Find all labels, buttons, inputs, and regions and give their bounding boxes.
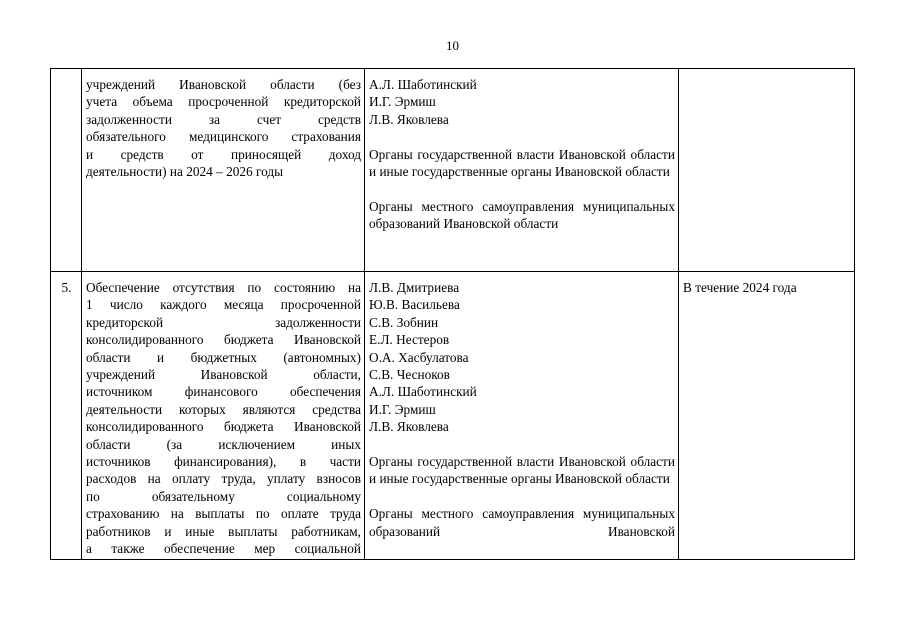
responsible-name: Л.В. Яковлева — [369, 419, 449, 435]
task-line: деятельности которых являются средства — [86, 401, 361, 417]
spacer — [369, 488, 675, 505]
task-line: Обеспечение отсутствия по состоянию на — [86, 280, 361, 295]
responsible-cell — [365, 272, 679, 560]
table-row — [51, 272, 855, 560]
task-line: учреждений Ивановской области (без — [86, 77, 361, 92]
task-line: работников и иные выплаты работникам, — [86, 523, 361, 539]
page-number: 10 — [446, 38, 459, 53]
task-line: консолидированного бюджета Ивановской — [86, 419, 361, 435]
responsible-name: Е.Л. Нестеров — [369, 332, 450, 348]
responsible-group: Органы государственной власти Ивановской области и иные государственные органы Ивановской области — [369, 454, 675, 487]
responsible-name: А.Л. Шаботинский — [369, 77, 477, 92]
table-row — [51, 69, 855, 272]
responsible-group: Органы местного самоуправления муниципальных образований Ивановской — [369, 506, 675, 539]
responsible-name: И.Г. Эрмиш — [369, 401, 436, 417]
responsible-cell — [365, 69, 679, 272]
term-cell: В течение 2024 года — [679, 272, 855, 560]
task-description — [82, 272, 365, 560]
task-line: учреждений Ивановской области, — [86, 367, 361, 383]
task-line: источников финансирования), в части — [86, 454, 361, 470]
responsible-name: И.Г. Эрмиш — [369, 94, 436, 110]
responsible-name: Ю.В. Васильева — [369, 297, 460, 313]
spacer — [369, 436, 675, 453]
responsible-name: С.В. Чесноков — [369, 367, 450, 383]
task-line: страхованию на выплаты по оплате труда — [86, 506, 361, 522]
responsible-name: А.Л. Шаботинский — [369, 384, 477, 400]
task-line: области (за исключением иных — [86, 436, 361, 452]
task-line: обязательного медицинского страхования — [86, 129, 361, 145]
term-cell — [679, 69, 855, 272]
task-line: по обязательному социальному — [86, 488, 361, 504]
task-line: кредиторской задолженности — [86, 314, 361, 330]
task-line: и средств от приносящей доход — [86, 146, 361, 162]
task-line: источником финансового обеспечения — [86, 384, 361, 400]
task-line: консолидированного бюджета Ивановской — [86, 332, 361, 348]
task-line: учета объема просроченной кредиторской — [86, 94, 361, 110]
task-line: задолженности за счет средств — [86, 111, 361, 127]
task-line: а также обеспечение мер социальной — [86, 541, 361, 557]
responsible-name: Л.В. Яковлева — [369, 111, 449, 127]
responsible-group: Органы местного самоуправления муниципальных образований Ивановской области — [369, 198, 675, 232]
spacer — [369, 128, 675, 145]
task-description — [82, 69, 365, 272]
plan-table — [50, 68, 855, 560]
task-line: области и бюджетных (автономных) — [86, 349, 361, 365]
responsible-name: С.В. Зобнин — [369, 314, 439, 330]
row-number — [51, 69, 82, 272]
responsible-name: О.А. Хасбулатова — [369, 349, 469, 365]
row-number: 5. — [51, 272, 82, 560]
responsible-name: Л.В. Дмитриева — [369, 280, 460, 295]
spacer — [369, 180, 675, 197]
task-line: деятельности) на 2024 – 2026 годы — [86, 164, 284, 180]
task-line: 1 число каждого месяца просроченной — [86, 297, 361, 313]
task-line: расходов на оплату труда, уплату взносов — [86, 471, 361, 487]
responsible-group: Органы государственной власти Ивановской области и иные государственные органы Ивановской области — [369, 146, 675, 180]
